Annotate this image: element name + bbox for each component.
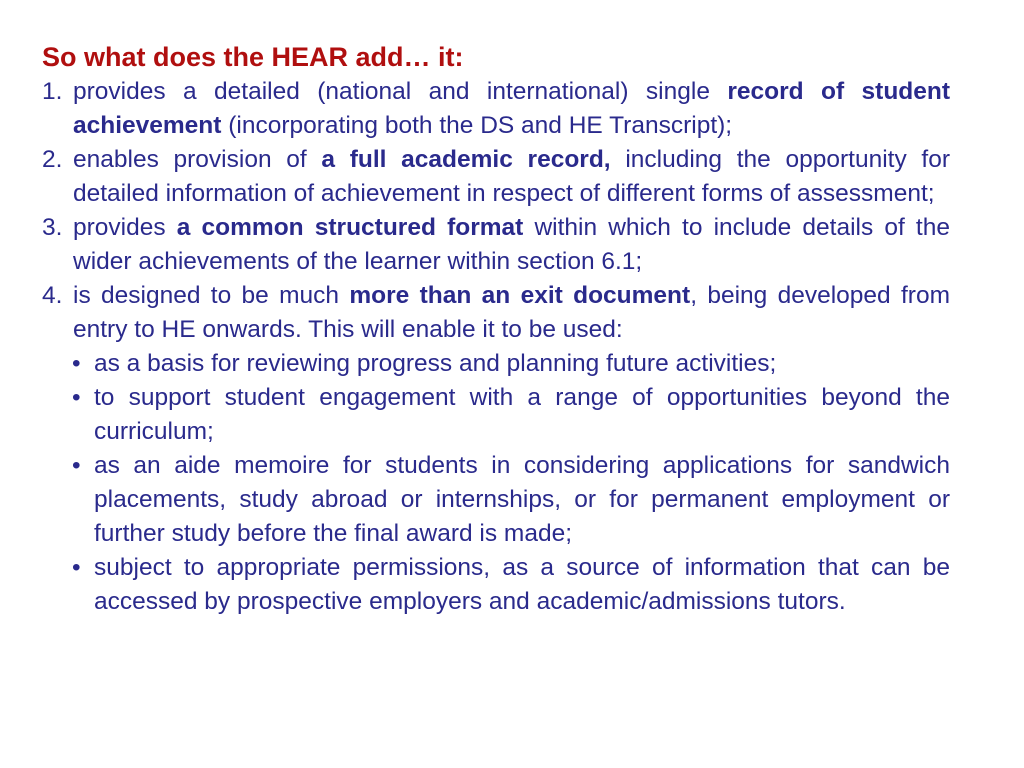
numbered-item-2 [42,143,950,211]
item-text: provides a detailed (national and international) single [73,78,728,105]
bullet-icon: • [72,350,81,377]
bullet-item-2 [42,381,950,449]
item-number: 1. [42,78,63,105]
item-text: including the opportunity for detailed information of achievement in respect of different forms of assessment; [73,146,950,207]
item-number: 4. [42,282,63,309]
bullet-text: to support student engagement with a range of opportunities beyond the curriculum; [94,384,950,445]
item-number: 2. [42,146,63,173]
item-text: is designed to be much [73,282,350,309]
item-number: 3. [42,214,63,241]
slide [42,40,950,619]
slide-title: So what does the HEAR add… it: [42,42,464,72]
bullet-item-4 [42,551,950,619]
bullet-text: as a basis for reviewing progress and planning future activities; [94,350,777,377]
bullet-icon: • [72,452,81,479]
bullet-icon: • [72,554,81,581]
bullet-text: as an aide memoire for students in considering applications for sandwich placements, study abroad or internships, or for permanent employment or further study before the final award is made; [94,452,950,547]
numbered-item-1 [42,75,950,143]
slide-body [42,75,950,619]
item-emphasis: record of student achievement [73,78,950,139]
bullet-icon: • [72,384,81,411]
item-emphasis: a common structured format [176,214,524,241]
item-emphasis: a full academic record, [321,146,611,173]
item-text: provides [73,214,177,241]
item-text: (incorporating both the DS and HE Transcript); [221,112,733,139]
item-text: within which to include details of the wider achievements of the learner within section 6.1; [73,214,950,275]
item-emphasis: more than an exit document [349,282,691,309]
numbered-item-4 [42,279,950,347]
bullet-item-1 [42,347,950,381]
bullet-item-3 [42,449,950,551]
bullet-text: subject to appropriate permissions, as a source of information that can be accessed by prospective employers and academic/admissions tutors. [94,554,950,615]
item-text: enables provision of [73,146,322,173]
item-text: , being developed from entry to HE onwards. This will enable it to be used: [73,282,950,343]
numbered-item-3 [42,211,950,279]
